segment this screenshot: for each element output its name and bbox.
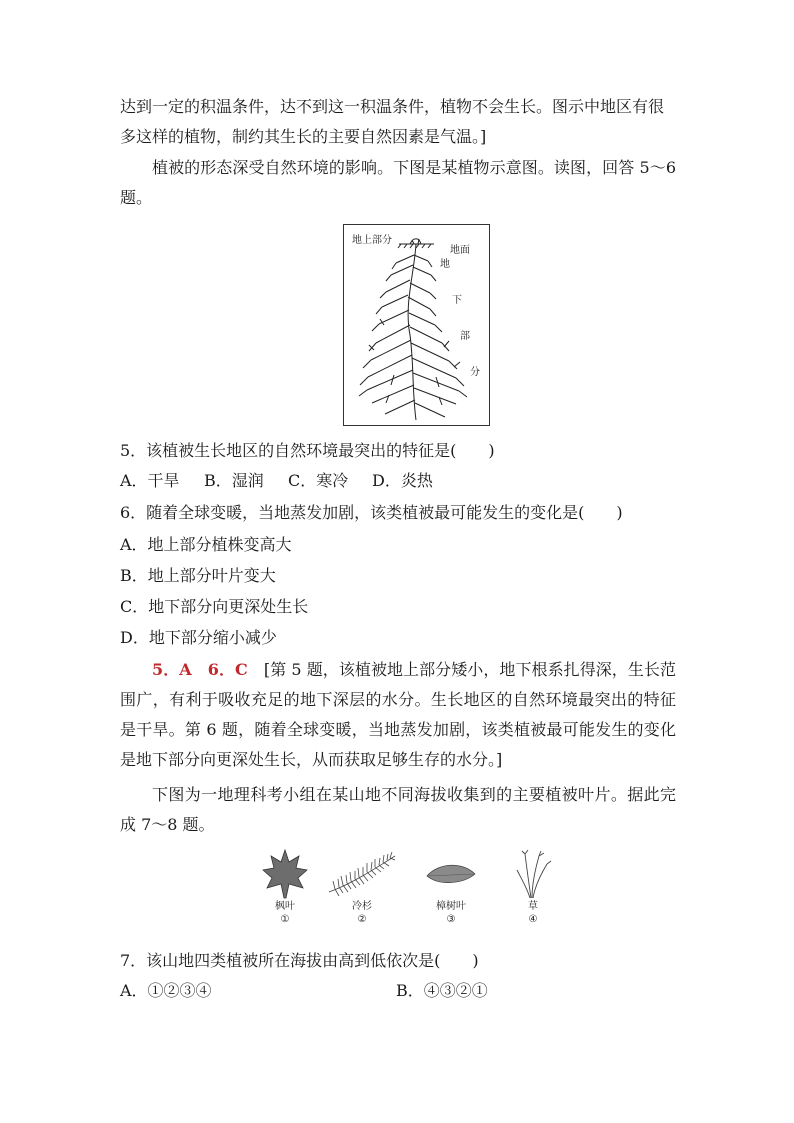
question-7-options bbox=[120, 976, 488, 1006]
option-b: B．湿润 bbox=[204, 471, 264, 490]
leaf-number: ② bbox=[357, 914, 367, 925]
leaf-item-fir bbox=[323, 848, 401, 926]
answer-key: 5．A 6．C bbox=[152, 660, 248, 679]
paragraph-line: 多这样的植物，制约其生长的主要自然因素是气温。] bbox=[120, 127, 487, 146]
question-6-option-d: D．地下部分缩小减少 bbox=[120, 628, 277, 647]
camphor-leaf-icon bbox=[423, 848, 479, 900]
maple-leaf-icon bbox=[261, 848, 309, 900]
plant-root-figure bbox=[343, 224, 490, 426]
grass-icon bbox=[513, 848, 553, 900]
leaf-number: ③ bbox=[446, 914, 456, 925]
question-6-stem: 6．随着全球变暖，当地蒸发加剧，该类植被最可能发生的变化是( ) bbox=[120, 503, 623, 522]
label-ground: 地面 bbox=[450, 245, 470, 256]
leaf-number: ① bbox=[280, 914, 290, 925]
leaf-number: ④ bbox=[528, 914, 538, 925]
question-5-options bbox=[120, 466, 433, 496]
label-below-1: 地 bbox=[440, 259, 450, 270]
option-c: C．寒冷 bbox=[288, 471, 349, 490]
label-above-ground: 地上部分 bbox=[352, 235, 392, 246]
answer-5-6 bbox=[120, 655, 676, 775]
option-a: A．①②③④ bbox=[120, 981, 212, 1000]
leaf-samples-figure bbox=[255, 848, 575, 938]
leaf-name: 樟树叶 bbox=[436, 901, 466, 912]
question-intro-5-6: 植被的形态深受自然环境的影响。下图是某植物示意图。读图，回答 5～6 题。 bbox=[120, 158, 676, 207]
leaf-item-grass bbox=[503, 848, 563, 926]
fir-branch-icon bbox=[325, 848, 399, 900]
option-b: B．④③②① bbox=[396, 981, 488, 1000]
question-7-stem: 7．该山地四类植被所在海拔由高到低依次是( ) bbox=[120, 951, 479, 970]
question-6-option-a: A．地上部分植株变高大 bbox=[120, 535, 292, 554]
question-intro-7-8: 下图为一地理科考小组在某山地不同海拔收集到的主要植被叶片。据此完成 7～8 题。 bbox=[120, 785, 676, 834]
answer-explanation: [第 5 题，该植被地上部分矮小，地下根系扎得深，生长范围广，有利于吸收充足的地下深层的水分。生长地区的自然环境最突出的特征是干旱。第 6 题，随着全球变暖，当地蒸发加剧，该类植被最可能发生的变化是地下部分向更深处生长，从而获取足够生存的水分。] bbox=[120, 660, 676, 769]
leaf-item-camphor bbox=[419, 848, 483, 926]
leaf-name: 枫叶 bbox=[275, 901, 295, 912]
leaf-name: 冷杉 bbox=[352, 901, 372, 912]
option-d: D．炎热 bbox=[372, 471, 433, 490]
question-6-option-c: C．地下部分向更深处生长 bbox=[120, 597, 309, 616]
option-a: A．干旱 bbox=[120, 471, 180, 490]
label-below-4: 分 bbox=[470, 367, 480, 378]
leaf-name: 草 bbox=[528, 901, 538, 912]
question-6-option-b: B．地上部分叶片变大 bbox=[120, 566, 276, 585]
label-below-3: 部 bbox=[460, 331, 470, 342]
paragraph-line: 达到一定的积温条件，达不到这一积温条件，植物不会生长。图示中地区有很 bbox=[120, 97, 665, 116]
label-below-2: 下 bbox=[452, 295, 462, 306]
question-5-stem: 5．该植被生长地区的自然环境最突出的特征是( ) bbox=[120, 441, 495, 460]
leaf-item-maple bbox=[255, 848, 315, 926]
